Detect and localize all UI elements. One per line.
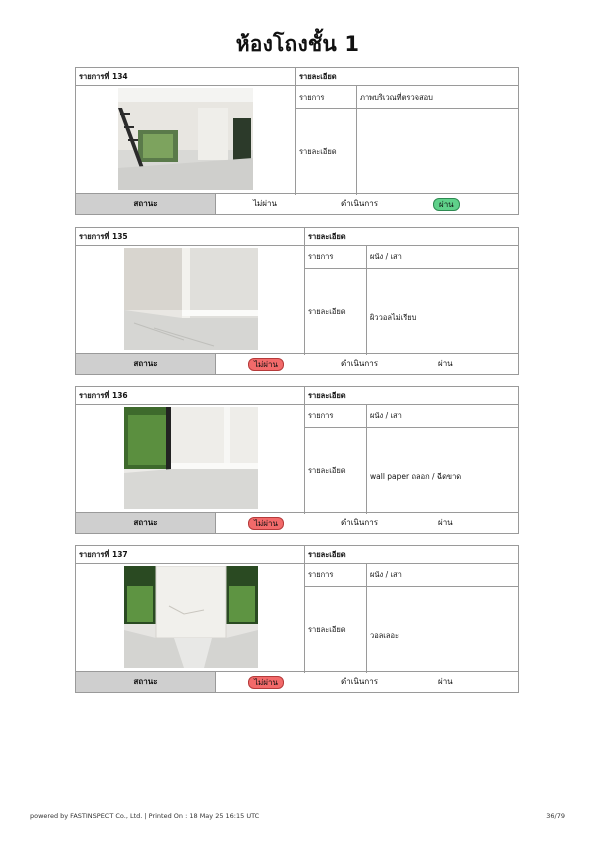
- status-row: [76, 512, 518, 533]
- inspection-card: [75, 67, 519, 215]
- status-label: สถานะ: [76, 354, 216, 374]
- inspection-photo: [124, 407, 258, 509]
- status-pass-option[interactable]: ผ่าน: [438, 677, 453, 686]
- card-header: [76, 546, 518, 564]
- detail-row-label: รายละเอียด: [308, 307, 346, 316]
- item-value: ผนัง / เสา: [370, 570, 402, 579]
- detail-value: ผิววอลไม่เรียบ: [370, 313, 417, 322]
- item-number: รายการที่ 137: [79, 550, 128, 559]
- inspection-card: [75, 227, 519, 375]
- item-row-label: รายการ: [308, 570, 334, 579]
- page-number: 36/79: [546, 812, 565, 820]
- item-row-label: รายการ: [299, 93, 325, 102]
- status-fail-option[interactable]: ไม่ผ่าน: [248, 358, 284, 371]
- item-row-label: รายการ: [308, 411, 334, 420]
- detail-row-label: รายละเอียด: [308, 466, 346, 475]
- card-header: [76, 68, 518, 86]
- detail-header: รายละเอียด: [308, 550, 346, 559]
- item-number: รายการที่ 135: [79, 232, 128, 241]
- detail-value: วอลเลอะ: [370, 631, 400, 640]
- detail-row-label: รายละเอียด: [299, 147, 337, 156]
- status-row: [76, 353, 518, 374]
- status-row: [76, 671, 518, 692]
- detail-header: รายละเอียด: [308, 391, 346, 400]
- status-label: สถานะ: [76, 672, 216, 692]
- detail-header: รายละเอียด: [308, 232, 346, 241]
- status-label: สถานะ: [76, 194, 216, 214]
- inspection-card: [75, 386, 519, 534]
- status-in-progress-option[interactable]: ดำเนินการ: [341, 518, 378, 527]
- card-header: [76, 387, 518, 405]
- status-in-progress-option[interactable]: ดำเนินการ: [341, 359, 378, 368]
- card-header: [76, 228, 518, 246]
- item-value: ภาพบริเวณที่ตรวจสอบ: [360, 93, 433, 102]
- inspection-photo: [124, 248, 258, 350]
- status-label: สถานะ: [76, 513, 216, 533]
- status-in-progress-option[interactable]: ดำเนินการ: [341, 199, 378, 208]
- item-number: รายการที่ 136: [79, 391, 128, 400]
- item-value: ผนัง / เสา: [370, 252, 402, 261]
- detail-value: wall paper ถลอก / ฉีดขาด: [370, 472, 462, 481]
- status-pass-option[interactable]: ผ่าน: [433, 198, 460, 211]
- status-pass-option[interactable]: ผ่าน: [438, 359, 453, 368]
- detail-header: รายละเอียด: [299, 72, 337, 81]
- status-fail-option[interactable]: ไม่ผ่าน: [253, 199, 277, 208]
- item-number: รายการที่ 134: [79, 72, 128, 81]
- page-title: ห้องโถงชั้น 1: [235, 32, 360, 56]
- item-row-label: รายการ: [308, 252, 334, 261]
- status-pass-option[interactable]: ผ่าน: [438, 518, 453, 527]
- status-row: [76, 193, 518, 214]
- status-in-progress-option[interactable]: ดำเนินการ: [341, 677, 378, 686]
- status-fail-option[interactable]: ไม่ผ่าน: [248, 517, 284, 530]
- inspection-card: [75, 545, 519, 693]
- status-fail-option[interactable]: ไม่ผ่าน: [248, 676, 284, 689]
- item-value: ผนัง / เสา: [370, 411, 402, 420]
- footer-text: powered by FASTINSPECT Co., Ltd. | Printed On : 18 May 25 16:15 UTC: [30, 812, 260, 820]
- inspection-photo: [118, 88, 253, 190]
- detail-row-label: รายละเอียด: [308, 625, 346, 634]
- inspection-photo: [124, 566, 258, 668]
